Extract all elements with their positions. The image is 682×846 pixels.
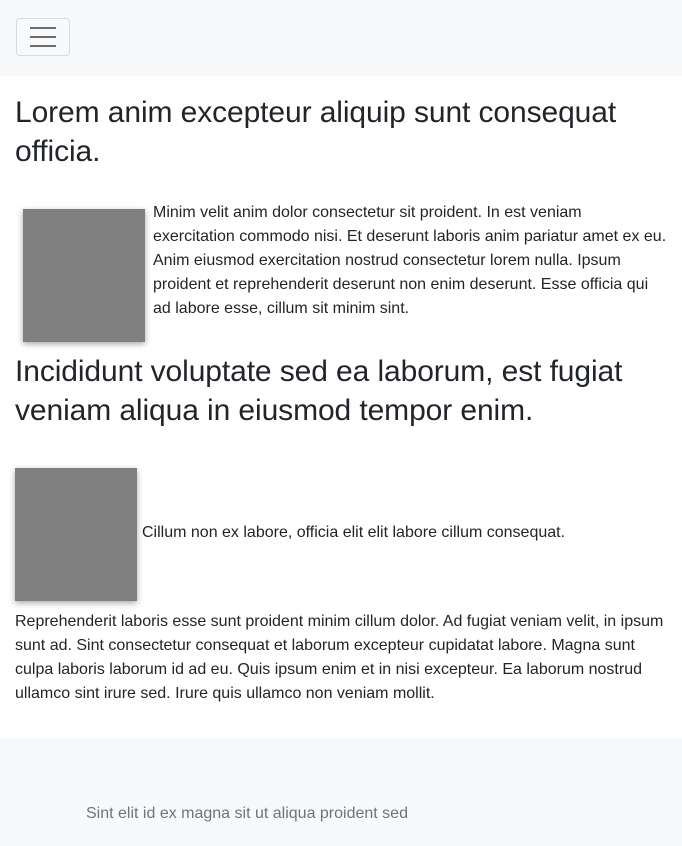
section1-paragraph: Minim velit anim dolor consectetur sit proident. In est veniam exercitation commodo nisi. Et deserunt laboris anim pariatur amet ex eu. Anim eiusmod exercitation nostrud consectetur lorem nulla. Ipsum proident et reprehenderit deserunt non enim deserunt. Esse officia qui ad labore esse, cillum sit minim sint. xyxy=(153,204,667,317)
section2-caption: Cillum non ex labore, officia elit elit labore cillum consequat. xyxy=(142,524,566,541)
section2-paragraph: Reprehenderit laboris esse sunt proident minim cillum dolor. Ad fugiat veniam velit, in ipsum sunt ad. Sint consectetur consequat et laborum excepteur cupidatat labore. Magna sunt culpa laboris laborum id ad eu. Quis ipsum enim et in nisi excepteur. Ea laborum nostrud ullamco sint irure sed. Irure quis ullamco non veniam mollit. xyxy=(15,613,664,702)
section2-heading: Incididunt voluptate sed ea laborum, est fugiat veniam aliqua in eiusmod tempor enim. xyxy=(15,355,623,427)
placeholder-image xyxy=(23,209,145,342)
footer-text: Sint elit id ex magna sit ut aliqua proident sed xyxy=(86,805,408,822)
footer xyxy=(0,738,682,846)
section1-heading: Lorem anim excepteur aliquip sunt consequat officia. xyxy=(15,96,617,168)
navbar xyxy=(0,0,682,76)
navbar-toggler-button[interactable] xyxy=(16,18,70,56)
hamburger-menu-icon xyxy=(30,26,58,48)
placeholder-image xyxy=(15,468,137,601)
